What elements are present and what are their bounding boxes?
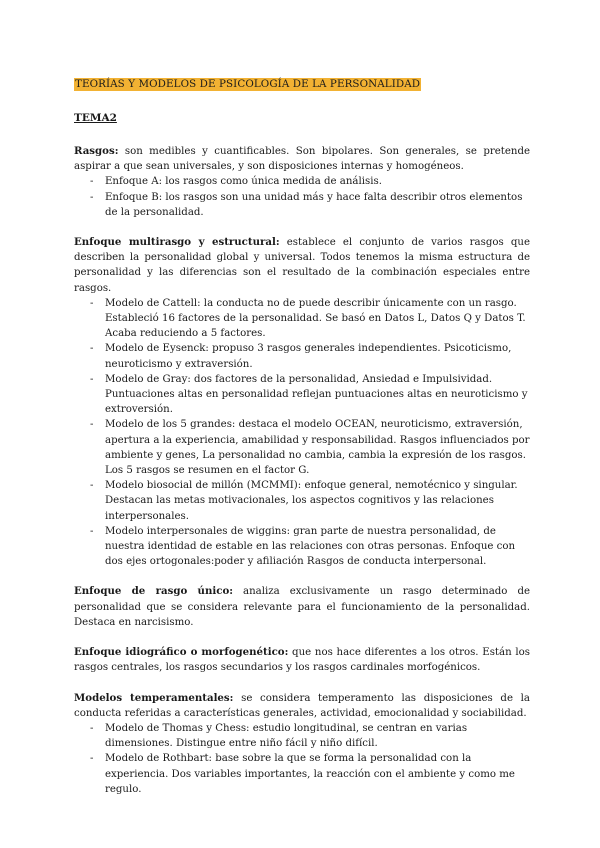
list-item: - Enfoque A: los rasgos como única medida de análisis. xyxy=(94,174,530,189)
list-item: - Modelo de Thomas y Chess: estudio longitudinal, se centran en varias dimensiones. Distingue entre niño fácil y niño difícil. xyxy=(94,721,530,751)
section-enfoque-multirasgo xyxy=(74,235,530,569)
list-item: - Modelo de Gray: dos factores de la personalidad, Ansiedad e Impulsividad. Puntuaciones altas en personalidad reflejan puntuaciones altas en neuroticismo y extroversión. xyxy=(94,372,530,418)
definition: se considera temperamento las disposiciones de la conducta referidas a características generales, actividad, emocionalidad y sociabilidad. xyxy=(74,692,530,719)
definition: establece el conjunto de varios rasgos que describen la personalidad global y universal. Todos tenemos la misma estructura de personalidad y las diferencias son el resultado de la combinación especiales entre rasgos. xyxy=(74,237,530,294)
section-temperamentales xyxy=(74,691,530,797)
paragraph xyxy=(74,144,530,174)
definition: son medibles y cuantificables. Son bipolares. Son generales, se pretende aspirar a que sean universales, y son disposiciones internas y homogéneos. xyxy=(74,146,530,173)
section-heading-tema: TEMA2 xyxy=(74,112,117,124)
bullet-list xyxy=(74,721,530,797)
list-item: - Modelo de Cattell: la conducta no de puede describir únicamente con un rasgo. Estableció 16 factores de la personalidad. Se basó en Datos L, Datos Q y Datos T. Acaba reduciendo a 5 factores. xyxy=(94,296,530,342)
term: Modelos temperamentales: xyxy=(74,691,234,704)
term: Enfoque de rasgo único: xyxy=(74,585,233,598)
document-page xyxy=(74,72,530,797)
section-idiografico xyxy=(74,645,530,675)
list-item: - Modelo de Rothbart: base sobre la que se forma la personalidad con la experiencia. Dos variables importantes, la reacción con el ambiente y como me regulo. xyxy=(94,751,530,797)
list-item: - Modelo interpersonales de wiggins: gran parte de nuestra personalidad, de nuestra identidad de estable en las relaciones con otras personas. Enfoque con dos ejes ortogonales:poder y afiliación Rasgos de conducta interpersonal. xyxy=(94,524,530,570)
paragraph xyxy=(74,235,530,296)
list-item: - Modelo de Eysenck: propuso 3 rasgos generales independientes. Psicoticismo, neuroticismo y extraversión. xyxy=(94,341,530,371)
term: Enfoque idiográfico o morfogenético: xyxy=(74,646,289,659)
term: Rasgos: xyxy=(74,145,119,157)
definition: analiza exclusivamente un rasgo determinado de personalidad que se considera relevante para el funcionamiento de la personalidad. Destaca en narcisismo. xyxy=(74,586,530,628)
bullet-list xyxy=(74,174,530,220)
definition: que nos hace diferentes a los otros. Están los rasgos centrales, los rasgos secundarios y los rasgos cardinales morfogénicos. xyxy=(74,647,530,674)
section-rasgo-unico xyxy=(74,584,530,630)
paragraph xyxy=(74,691,530,721)
paragraph xyxy=(74,645,530,675)
term: Enfoque multirasgo y estructural: xyxy=(74,236,280,249)
document-title: TEORÍAS Y MODELOS DE PSICOLOGÍA DE LA PERSONALIDAD xyxy=(75,78,421,90)
section-rasgos xyxy=(74,144,530,220)
list-item: - Modelo de los 5 grandes: destaca el modelo OCEAN, neuroticismo, extraversión, apertura a la experiencia, amabilidad y responsabilidad. Rasgos influenciados por ambiente y genes, La personalidad no cambia, cambia la expresión de los rasgos. Los 5 rasgos se resumen en el factor G. xyxy=(94,417,530,478)
list-item: - Enfoque B: los rasgos son una unidad más y hace falta describir otros elementos de la personalidad. xyxy=(94,190,530,220)
list-item: - Modelo biosocial de millón (MCMMI): enfoque general, nemotécnico y singular. Destacan las metas motivacionales, los aspectos cognitivos y las relaciones interpersonales. xyxy=(94,478,530,524)
paragraph xyxy=(74,584,530,630)
bullet-list xyxy=(74,296,530,570)
